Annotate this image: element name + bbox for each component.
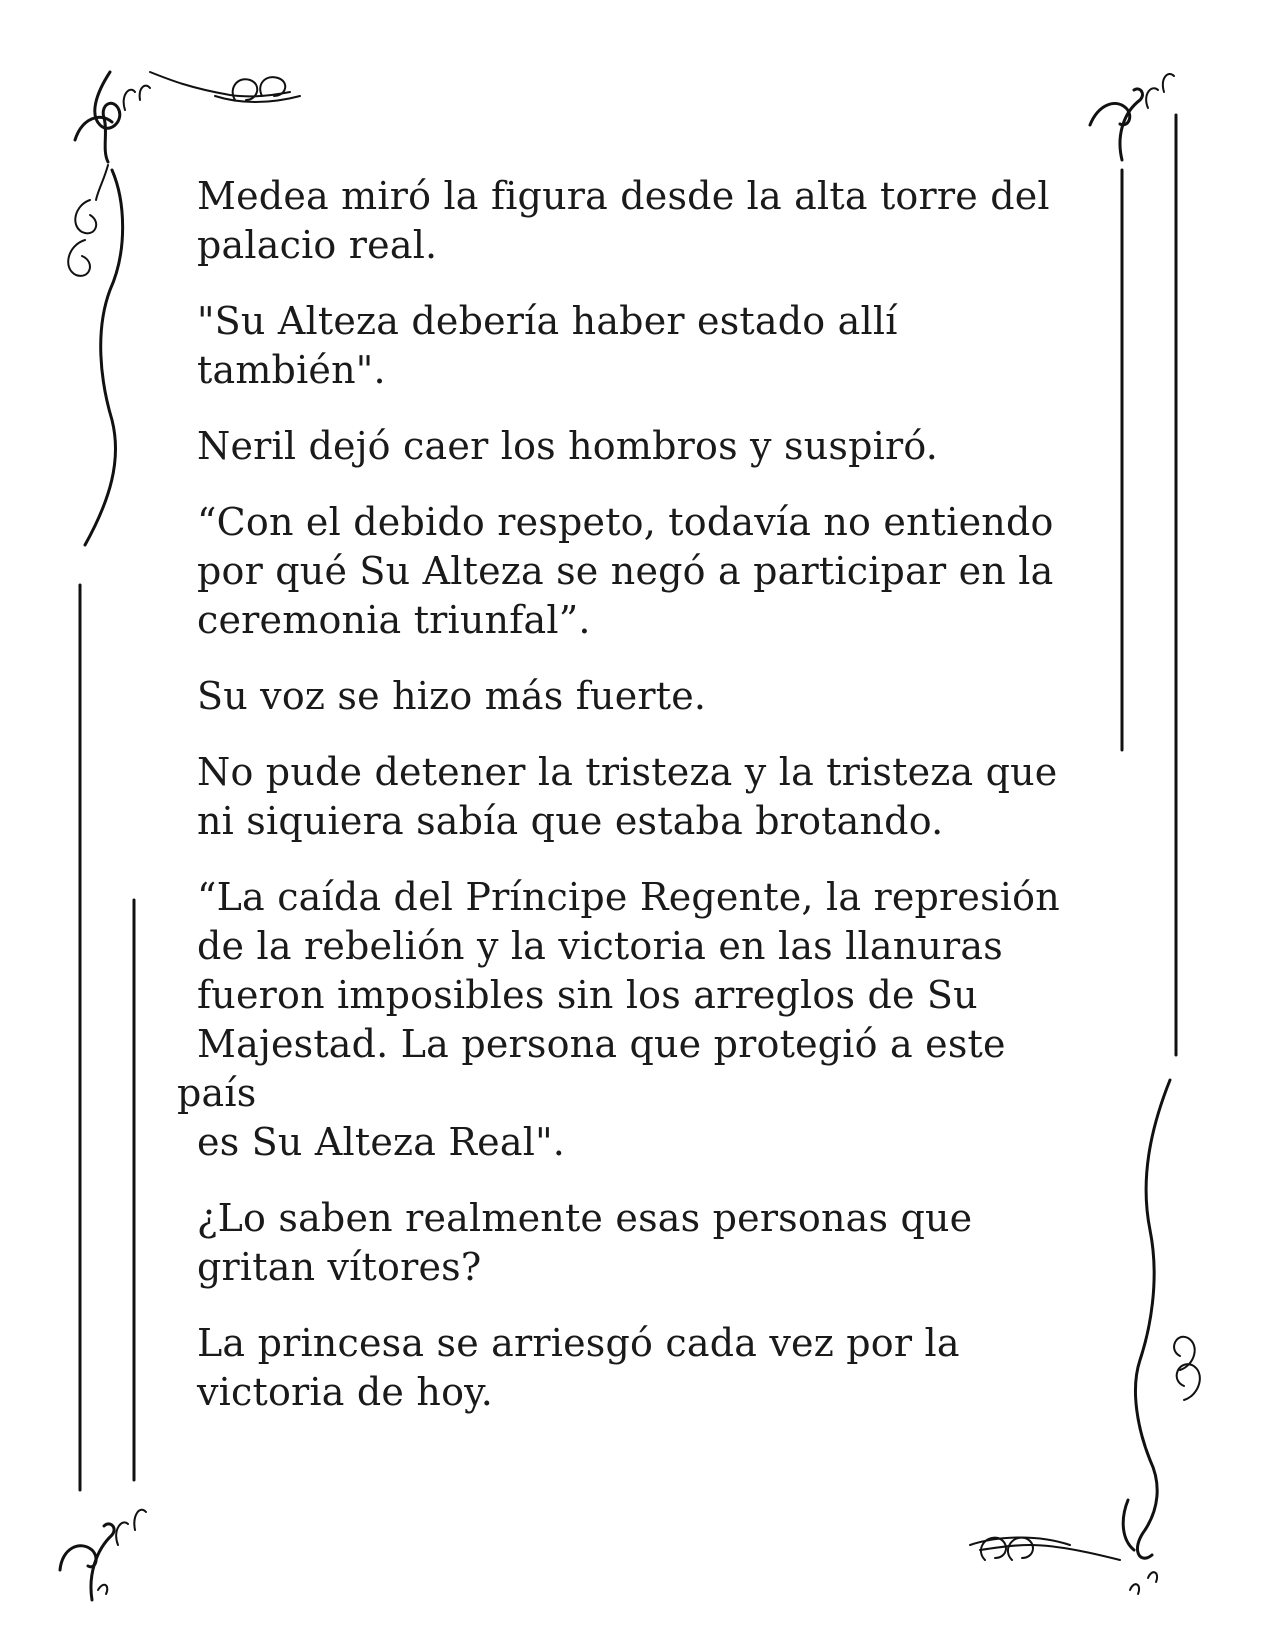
- text-line: Medea miró la figura desde la alta torre del: [197, 174, 1050, 218]
- text-line: palacio real.: [197, 223, 438, 267]
- text-line: gritan vítores?: [197, 1245, 482, 1289]
- text-line: ceremonia triunfal”.: [197, 598, 591, 642]
- paragraph-6: [177, 748, 1077, 846]
- text-line: es Su Alteza Real".: [197, 1120, 566, 1164]
- paragraph-8: [177, 1194, 1077, 1292]
- top-right-flourish-icon: [1090, 74, 1174, 160]
- paragraph-1: [177, 172, 1077, 270]
- text-line: No pude detener la tristeza y la tristeza que: [197, 750, 1058, 794]
- text-line: “Con el debido respeto, todavía no entiendo: [197, 500, 1054, 544]
- text-line: “La caída del Príncipe Regente, la represión: [197, 875, 1060, 919]
- text-line: Neril dejó caer los hombros y suspiró.: [197, 424, 939, 468]
- text-line: victoria de hoy.: [197, 1370, 494, 1414]
- text-line: ¿Lo saben realmente esas personas que: [197, 1196, 973, 1240]
- text-line: La princesa se arriesgó cada vez por la: [197, 1321, 960, 1365]
- paragraph-9: [177, 1319, 1077, 1417]
- paragraph-3: [177, 422, 1077, 471]
- text-line: Majestad. La persona que protegió a este país: [177, 1022, 1006, 1115]
- text-line: ni siquiera sabía que estaba brotando.: [197, 799, 944, 843]
- text-line: también".: [197, 348, 386, 392]
- paragraph-5: [177, 672, 1077, 721]
- text-line: "Su Alteza debería haber estado allí: [197, 299, 898, 343]
- text-line: de la rebelión y la victoria en las llanuras: [197, 924, 1003, 968]
- paragraph-4: [177, 498, 1077, 645]
- text-line: fueron imposibles sin los arreglos de Su: [197, 973, 978, 1017]
- text-line: Su voz se hizo más fuerte.: [197, 674, 707, 718]
- paragraph-2: [177, 297, 1077, 395]
- bottom-left-flourish-icon: [60, 1510, 146, 1600]
- paragraph-7: [177, 873, 1077, 1167]
- text-line: por qué Su Alteza se negó a participar en la: [197, 549, 1054, 593]
- story-text: [177, 172, 1077, 1444]
